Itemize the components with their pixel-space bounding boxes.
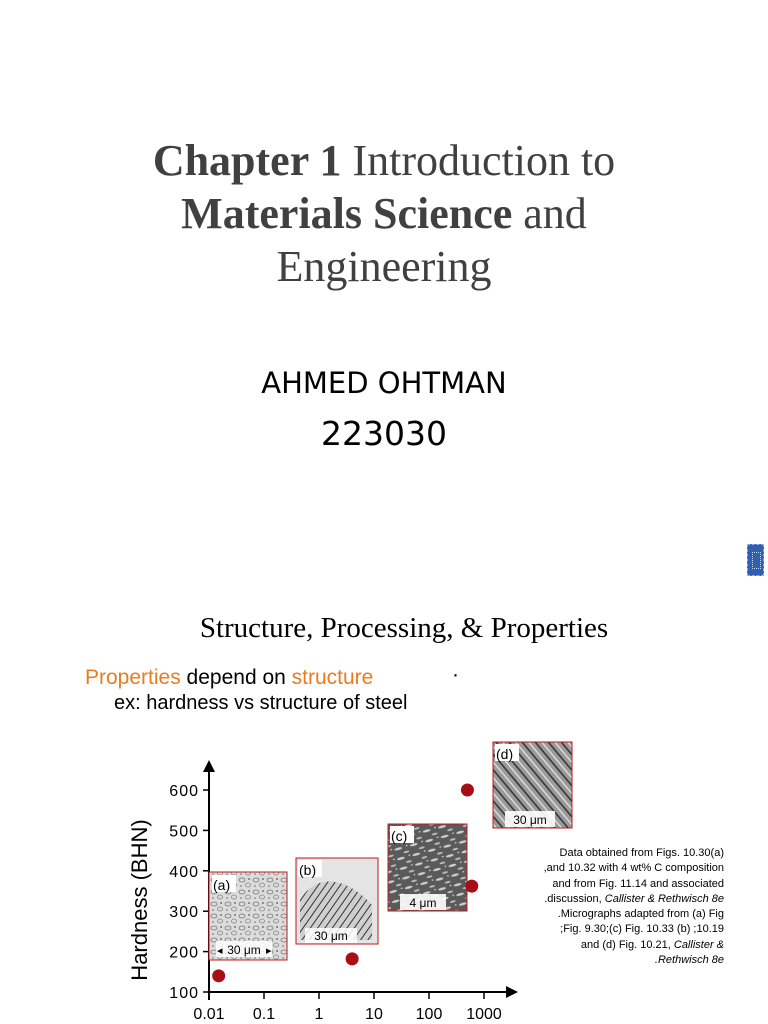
note-italic: .Rethwisch 8e: [654, 954, 724, 967]
note-line: [498, 953, 724, 968]
cover-title: [84, 134, 684, 293]
y-tick-label: 300: [169, 904, 199, 922]
micrograph-b-label: (b): [299, 862, 317, 878]
x-tick-label: 100: [415, 1006, 443, 1023]
note-text: Data obtained from Figs. 10.30(a): [559, 847, 724, 859]
note-line: [498, 877, 724, 892]
micrograph-c: [388, 824, 467, 911]
x-tick-label: 1: [314, 1006, 324, 1023]
note-text: .discussion,: [544, 892, 605, 905]
note-italic: Callister & Rethwisch 8e: [604, 892, 724, 905]
x-tick-label: 0.1: [252, 1006, 276, 1023]
y-axis-label: Hardness (BHN): [127, 819, 152, 981]
y-tick-label: 600: [169, 783, 199, 800]
note-line: [498, 861, 724, 876]
note-text: ;Fig. 9.30;(c) Fig. 10.33 (b) ;10.19: [560, 923, 724, 936]
micrograph-a-label: (a): [213, 877, 231, 893]
title-chapter: Chapter 1: [152, 136, 342, 185]
data-point-c: [465, 880, 478, 893]
side-bookmark-icon[interactable]: [747, 544, 764, 576]
micrograph-c-scale: 4 μm: [409, 896, 437, 910]
note-line: [498, 892, 724, 907]
x-ticks: [193, 992, 501, 1023]
y-tick-label: 200: [169, 944, 199, 962]
x-tick-label: 0.01: [193, 1006, 225, 1023]
note-text: and from Fig. 11.14 and associated: [552, 877, 724, 890]
title-mse: Materials Science: [181, 189, 513, 238]
micrograph-d-label: (d): [496, 746, 514, 762]
micrograph-b: [296, 858, 378, 944]
micrograph-d-scale: 30 μm: [513, 813, 547, 827]
source-note: [498, 846, 724, 968]
note-line: [498, 938, 724, 953]
note-line: [498, 846, 724, 861]
author-name: AHMED OHTMAN: [261, 366, 507, 400]
x-axis-arrow: [506, 986, 518, 998]
micrograph-c-label: (c): [391, 828, 408, 844]
note-text: .Micrographs adapted from (a) Fig: [557, 908, 724, 921]
note-italic: Callister &: [673, 938, 724, 951]
micrograph-d: [493, 742, 572, 828]
y-ticks: [169, 783, 209, 1002]
y-tick-label: 500: [169, 823, 199, 841]
micrograph-a-scale: 30 μm: [227, 943, 261, 957]
note-line: [498, 907, 724, 922]
bullet-middle: depend on: [180, 666, 292, 689]
data-point-d: [461, 784, 474, 797]
note-text: ,and 10.32 with 4 wt% C composition: [543, 862, 724, 875]
x-tick-label: 10: [365, 1006, 383, 1023]
author-id: 223030: [321, 414, 447, 453]
bullet-properties: [85, 663, 459, 690]
bullet-marker: ·: [452, 663, 459, 686]
note-text: and (d) Fig. 10.21,: [580, 938, 674, 951]
data-point-a: [212, 969, 225, 982]
svg-text:◂: ◂: [217, 945, 223, 957]
micrograph-a: [209, 872, 287, 960]
title-engineering: and Engineering: [276, 189, 587, 291]
x-tick-label: 1000: [466, 1006, 502, 1023]
svg-text:▸: ▸: [266, 945, 272, 957]
bullet-example: ex: hardness vs structure of steel: [114, 692, 408, 714]
data-point-b: [346, 952, 359, 965]
y-tick-label: 100: [169, 985, 199, 1002]
micrograph-b-scale: 30 μm: [314, 929, 348, 943]
structure-word: structure: [291, 666, 374, 689]
note-line: [498, 922, 724, 937]
y-axis-arrow: [203, 760, 215, 772]
properties-word: Properties: [85, 666, 181, 689]
slide-title: Structure, Processing, & Properties: [199, 612, 609, 644]
title-intro: Introduction to: [341, 136, 616, 185]
y-tick-label: 400: [169, 863, 199, 881]
